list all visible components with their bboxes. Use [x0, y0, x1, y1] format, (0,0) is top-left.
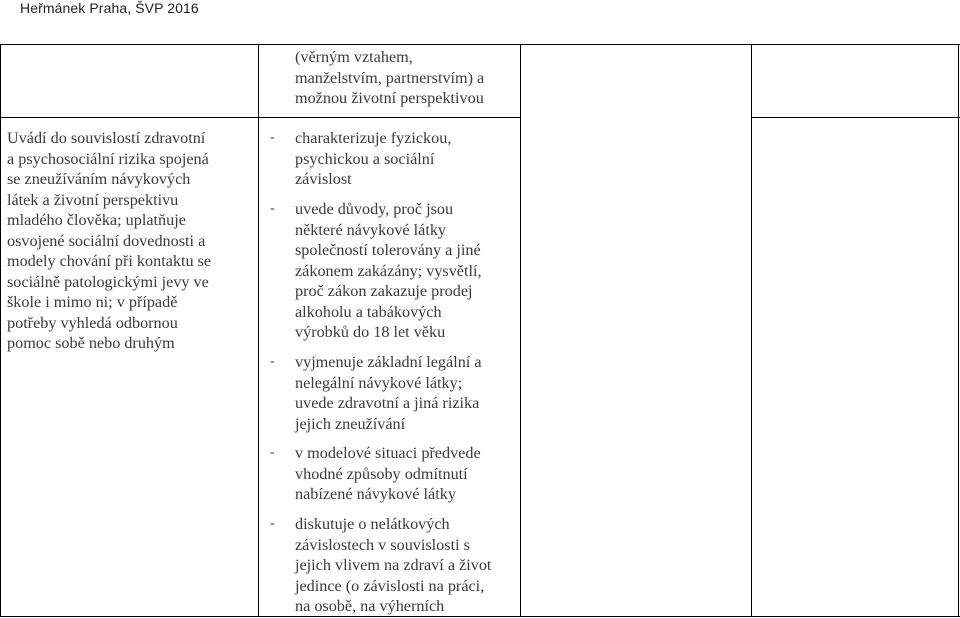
outcome-line: psychickou a sociální — [295, 149, 435, 168]
outcome-line: proč zákon zakazuje prodej — [295, 282, 473, 300]
competence-line: pomoc sobě nebo druhým — [7, 334, 175, 352]
competence-line: a psychosociální rizika spojená — [7, 149, 209, 168]
outcome-line: na osobě, na výherních — [295, 597, 445, 615]
table-border-right — [958, 44, 959, 617]
competence-line: Uvádí do souvislostí zdravotní — [7, 129, 206, 147]
table-row-divider-right — [751, 117, 960, 118]
outcome-line: výrobků do 18 let věku — [295, 323, 446, 341]
outcome-line: nabízené návykové látky — [295, 485, 456, 503]
competence-line: se zneužíváním návykových — [7, 170, 191, 188]
row1-outcome-cell — [295, 47, 484, 109]
outcome-line: jejich zneužívání — [295, 414, 406, 433]
table-column-divider-2 — [520, 44, 521, 617]
outcome-line: závislostech v souvislosti s — [295, 535, 470, 554]
competence-line: mladého člověka; uplatňuje — [7, 211, 186, 229]
competence-line: škole i mimo ni; v případě — [7, 293, 178, 311]
document-header: Heřmánek Praha, ŠVP 2016 — [20, 0, 199, 16]
row2-competence-cell — [7, 128, 211, 354]
bullet-dash: - — [270, 130, 275, 145]
outcome-line: charakterizuje fyzickou, — [295, 129, 452, 147]
competence-line: sociálně patologickými jevy ve — [7, 272, 209, 291]
competence-line: potřeby vyhledá odbornou — [7, 313, 178, 332]
outcome-line: v modelové situaci předvede — [295, 444, 481, 462]
outcome-line: diskutuje o nelátkových — [295, 515, 450, 533]
outcome-line: uvede zdravotní a jiná rizika — [295, 394, 480, 412]
outcome-line: vhodné způsoby odmítnutí — [295, 464, 468, 483]
table-row-divider — [0, 117, 520, 118]
competence-line: modely chování při kontaktu se — [7, 252, 212, 270]
table-border-top — [0, 44, 960, 45]
outcome-line: (věrným vztahem, — [295, 48, 413, 66]
outcome-line: některé návykové látky — [295, 220, 447, 239]
outcome-line: závislost — [295, 170, 352, 188]
competence-line: osvojené sociální dovednosti a — [7, 231, 206, 250]
bullet-dash: - — [270, 516, 275, 531]
outcome-line: nelegální návykové látky; — [295, 373, 463, 392]
outcome-line: vyjmenuje základní legální a — [295, 353, 482, 371]
table-border-left — [0, 44, 1, 617]
bullet-dash: - — [270, 445, 275, 460]
table-column-divider-1 — [258, 44, 259, 617]
outcome-line: manželstvím, partnerstvím) a — [295, 68, 485, 87]
bullet-dash: - — [270, 201, 275, 216]
competence-line: látek a životní perspektivu — [7, 190, 179, 209]
outcome-line: zákonem zakázány; vysvětlí, — [295, 261, 482, 280]
bullet-dash: - — [270, 354, 275, 369]
table-column-divider-3 — [751, 44, 752, 617]
outcome-line: uvede důvody, proč jsou — [295, 200, 454, 218]
outcome-line: jedince (o závislosti na práci, — [295, 576, 485, 595]
outcome-line: možnou životní perspektivou — [295, 89, 484, 107]
outcome-line: jejich vlivem na zdraví a život — [295, 556, 492, 574]
outcome-line: alkoholu a tabákových — [295, 302, 442, 321]
outcome-line: společností tolerovány a jiné — [295, 241, 481, 259]
